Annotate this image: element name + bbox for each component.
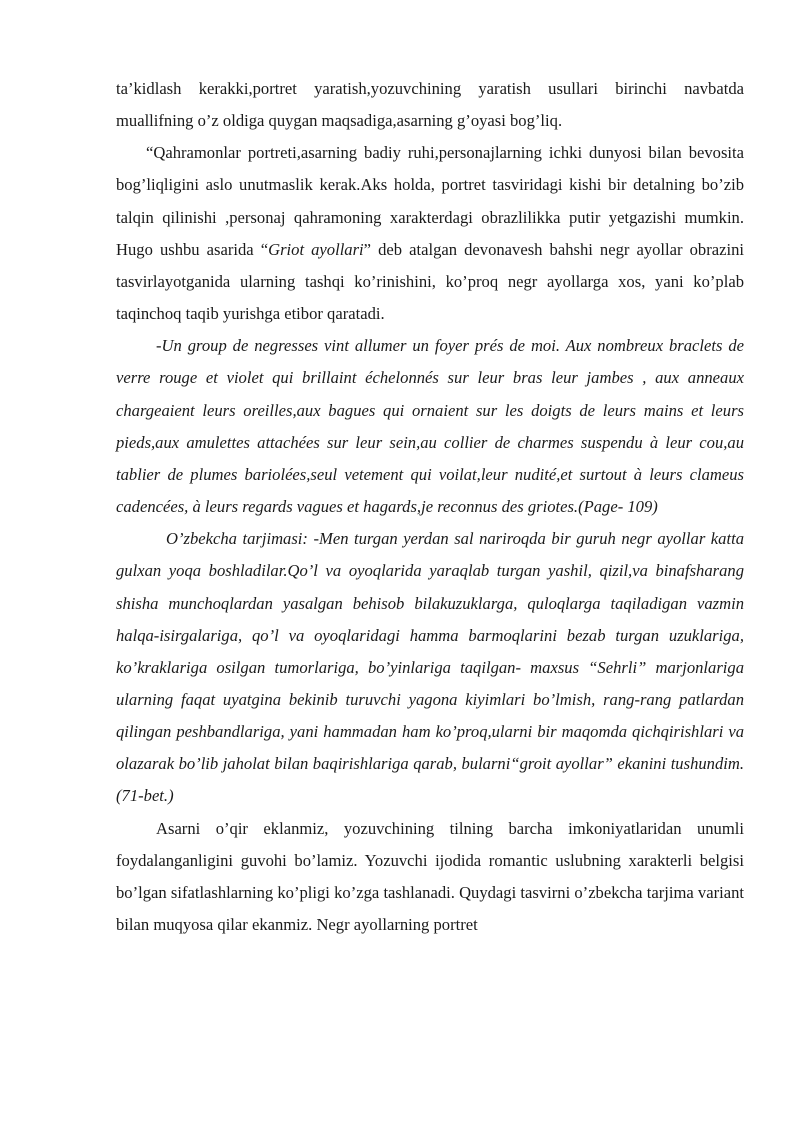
paragraph-portrait-text-start: “Qahramonlar portreti,asarning badiy ruhi,personajlarning ichki dunyosi bilan bevosita bog’liqligini aslo unutmaslik kerak.Aks holda, portret tasviridagi kishi bir detalning bo’zib talqin qilinishi ,personaj qahramoning xarakterdagi obrazlilikka putir yetgazishi mumkin. Hugo ushbu asarida “ [116,143,744,259]
uzbek-translation: O’zbekcha tarjimasi: -Men turgan yerdan sal nariroqda bir guruh negr ayollar katta gulxan yoqa boshladilar.Qo’l va oyoqlarida yaraqlab turgan yashil, qizil,va binafsharang shisha munchoqlardan yasalgan behisob bilakuzuklarga, quloqlarga taqiladigan vazmin halqa-isirgalariga, qo’l va oyoqlaridagi hamma barmoqlarini bezab turgan uzuklariga, ko’kraklariga osilgan tumorlariga, bo’yinlariga taqilgan- maxsus “Sehrli” marjonlariga ularning faqat uyatgina bekinib turuvchi yagona kiyimlari bo’lmish, rang-rang patlardan qilingan peshbandlariga, yani hammadan ham ko’proq,ularni bir maqomda qichqirishlari va olazarak bo’lib jaholat bilan baqirishlariga qarab, bularni“groit ayollar” ekanini tushundim.(71-bet.) [116,529,744,806]
paragraph-portrait-text-end: ” deb atalgan devonavesh bahshi negr ayollar obrazini tasvirlayotganida ularning tashqi ko’rinishini, ko’proq negr ayollarga xos, yani ko’plab taqinchoq taqib yurishga etibor qaratadi. [116,239,744,324]
griot-title-italic: Griot ayollari [268,239,364,259]
document-body [116,73,744,941]
french-quotation: -Un group de negresses vint allumer un foyer prés de moi. Aux nombreux braclets de verre rouge et violet qui brillaint échelonnés sur leur bras leur jambes , aux anneaux chargeaient leurs oreilles,aux bagues qui ornaient sur les doigts de leurs mains et leurs pieds,aux amulettes attachées sur leur sein,au collier de charmes suspendu à leur cou,au tablier de plumes bariolées,seul vetement qui voilat,leur nudité,et surtout à leurs clameus cadencées, à leurs regards vagues et hagards,je reconnus des griotes.(Page- 109) [116,336,744,517]
paragraph-analysis: Asarni o’qir eklanmiz, yozuvchining tilning barcha imkoniyatlaridan unumli foydalanganligini guvohi bo’lamiz. Yozuvchi ijodida romantic uslubning xarakterli belgisi bo’lgan sifatlashlarning ko’pligi ko’zga tashlanadi. Quydagi tasvirni o’zbekcha tarjima variant bilan muqyosa qilar ekanmiz. Negr ayollarning portret [116,818,744,935]
paragraph-portrait-discussion [116,137,744,330]
paragraph-intro-continuation: ta’kidlash kerakki,portret yaratish,yozuvchining yaratish usullari birinchi navbatda muallifning o’z oldiga quygan maqsadiga,asarning g’oyasi bog’liq. [116,79,744,131]
